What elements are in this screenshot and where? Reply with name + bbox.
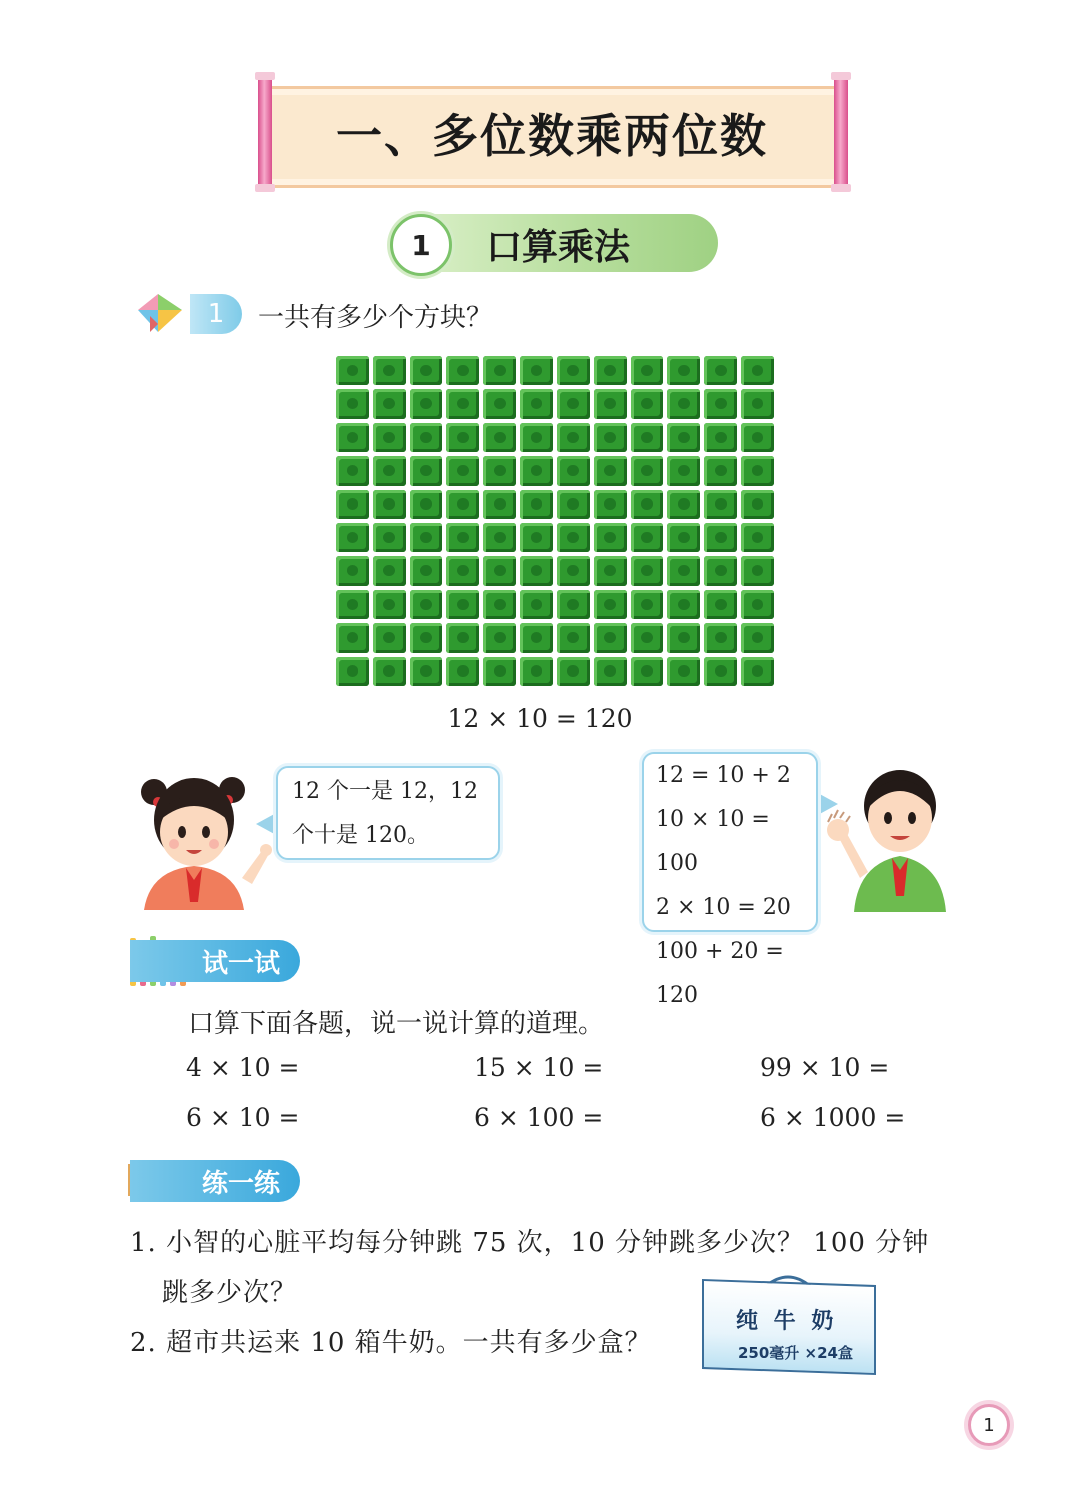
cube [446, 356, 479, 385]
practice-item-2: 2. 超市共运来 10 箱牛奶。一共有多少盒？ [130, 1328, 652, 1358]
cube [520, 657, 553, 686]
practice-item-1-continued: 跳多少次？ [162, 1278, 298, 1308]
girl-illustration [132, 762, 280, 910]
cube [336, 523, 369, 552]
section-number: 1 [390, 214, 452, 276]
cube [483, 657, 516, 686]
try-problem: 6 × 10 = [186, 1103, 300, 1132]
girl-bubble-line: 个十是 120。 [292, 823, 429, 848]
boy-bubble-line: 12 = 10 + 2 [656, 763, 791, 788]
cube [446, 490, 479, 519]
cube [704, 590, 737, 619]
scroll-cap [831, 72, 851, 80]
cube [557, 556, 590, 585]
try-problem: 6 × 1000 = [760, 1103, 906, 1132]
example-question: 一共有多少个方块？ [258, 303, 493, 333]
cube [557, 389, 590, 418]
cube [667, 623, 700, 652]
cube [446, 590, 479, 619]
cube [557, 423, 590, 452]
practice-section-label: 练一练 [202, 1168, 281, 1199]
girl-bubble-line: 12 个一是 12，12 [292, 779, 478, 804]
cube [520, 523, 553, 552]
cube [557, 523, 590, 552]
cube [741, 623, 774, 652]
cube [594, 590, 627, 619]
cube [336, 657, 369, 686]
cube [483, 356, 516, 385]
cube [667, 556, 700, 585]
cube [667, 523, 700, 552]
cube [373, 356, 406, 385]
cube [741, 356, 774, 385]
cube [373, 389, 406, 418]
cube [520, 389, 553, 418]
cube [631, 490, 664, 519]
cube [557, 356, 590, 385]
cube [520, 556, 553, 585]
cube [483, 623, 516, 652]
cube [594, 389, 627, 418]
boy-illustration [818, 756, 958, 912]
cube [557, 456, 590, 485]
cube [631, 389, 664, 418]
milk-box-label: 纯 牛 奶 [736, 1309, 838, 1334]
cube [631, 423, 664, 452]
cube [594, 556, 627, 585]
cube [704, 657, 737, 686]
cube [373, 423, 406, 452]
example-equation: 12 × 10 = 120 [447, 704, 633, 733]
cube [446, 523, 479, 552]
boy-speech-bubble [642, 752, 818, 1008]
cube [520, 423, 553, 452]
scroll-cap [255, 72, 275, 80]
cube [667, 456, 700, 485]
cube [741, 389, 774, 418]
cube [557, 590, 590, 619]
cube [446, 657, 479, 686]
cube [631, 456, 664, 485]
cube [557, 623, 590, 652]
cube [520, 490, 553, 519]
cube [631, 657, 664, 686]
cube [594, 456, 627, 485]
cube [520, 456, 553, 485]
cube [667, 590, 700, 619]
cube [631, 623, 664, 652]
cube [667, 490, 700, 519]
cube [483, 556, 516, 585]
cube [373, 523, 406, 552]
cube [704, 423, 737, 452]
cube [741, 590, 774, 619]
cube [410, 423, 443, 452]
cube [631, 590, 664, 619]
cube [410, 356, 443, 385]
cube [631, 523, 664, 552]
cube [373, 590, 406, 619]
cube [704, 556, 737, 585]
cube [704, 456, 737, 485]
cube [704, 523, 737, 552]
cube [410, 456, 443, 485]
cube [483, 389, 516, 418]
cube-grid [336, 356, 774, 686]
girl-speech-bubble [276, 766, 500, 860]
cube [336, 389, 369, 418]
cube [741, 523, 774, 552]
cube [520, 623, 553, 652]
cube [631, 356, 664, 385]
cube [410, 556, 443, 585]
cube [446, 456, 479, 485]
cube [594, 657, 627, 686]
cube [557, 657, 590, 686]
cube [483, 423, 516, 452]
cube [410, 623, 443, 652]
boy-bubble-line: 100 + 20 = 120 [656, 939, 784, 1008]
cube [336, 423, 369, 452]
cube [704, 490, 737, 519]
cube [520, 356, 553, 385]
bubble-tail [256, 812, 278, 836]
practice-item-1: 1. 小智的心脏平均每分钟跳 75 次，10 分钟跳多少次？ 100 分钟 [130, 1228, 930, 1258]
cube [557, 490, 590, 519]
try-problem: 99 × 10 = [760, 1053, 890, 1082]
try-problem: 15 × 10 = [474, 1053, 604, 1082]
cube [667, 657, 700, 686]
example-number-badge: 1 [190, 294, 242, 334]
cube [410, 590, 443, 619]
cube [373, 657, 406, 686]
cube [483, 456, 516, 485]
cube [373, 490, 406, 519]
cube [741, 490, 774, 519]
cube [410, 389, 443, 418]
cube [667, 423, 700, 452]
cube [741, 423, 774, 452]
cube [336, 490, 369, 519]
chapter-title: 一、多位数乘两位数 [336, 109, 768, 163]
cube [336, 590, 369, 619]
boy-bubble-line: 10 × 10 = 100 [656, 807, 770, 876]
try-intro: 口算下面各题，说一说计算的道理。 [188, 1009, 605, 1039]
cube [741, 456, 774, 485]
cube [336, 356, 369, 385]
cube [704, 623, 737, 652]
cube [446, 623, 479, 652]
section-title: 口算乘法 [486, 227, 631, 268]
try-problem: 4 × 10 = [186, 1053, 300, 1082]
cube [520, 590, 553, 619]
try-section-header [130, 940, 300, 982]
boy-bubble-line: 2 × 10 = 20 [656, 895, 791, 920]
cube [410, 523, 443, 552]
cube [594, 523, 627, 552]
cube [483, 523, 516, 552]
tangram-icon [134, 292, 190, 336]
cube [373, 456, 406, 485]
cube [410, 490, 443, 519]
scroll-cap [831, 184, 851, 192]
cube [741, 556, 774, 585]
cube [483, 490, 516, 519]
cube [446, 389, 479, 418]
page-number: 1 [968, 1404, 1010, 1446]
cube [336, 456, 369, 485]
cube [336, 556, 369, 585]
cube [741, 657, 774, 686]
cube [594, 423, 627, 452]
cube [594, 490, 627, 519]
scroll-cap [255, 184, 275, 192]
cube [631, 556, 664, 585]
cube [373, 556, 406, 585]
milk-box-spec: 250毫升 ×24盒 [738, 1344, 853, 1362]
scroll-rod-right [834, 76, 848, 188]
cube [446, 556, 479, 585]
cube [704, 389, 737, 418]
cube [667, 389, 700, 418]
cube [667, 356, 700, 385]
cube [594, 356, 627, 385]
cube [446, 423, 479, 452]
cube [373, 623, 406, 652]
try-section-label: 试一试 [202, 948, 281, 979]
cube [336, 623, 369, 652]
cube [704, 356, 737, 385]
cube [483, 590, 516, 619]
cube [594, 623, 627, 652]
cube [410, 657, 443, 686]
try-problem: 6 × 100 = [474, 1103, 604, 1132]
practice-section-header [130, 1160, 300, 1202]
